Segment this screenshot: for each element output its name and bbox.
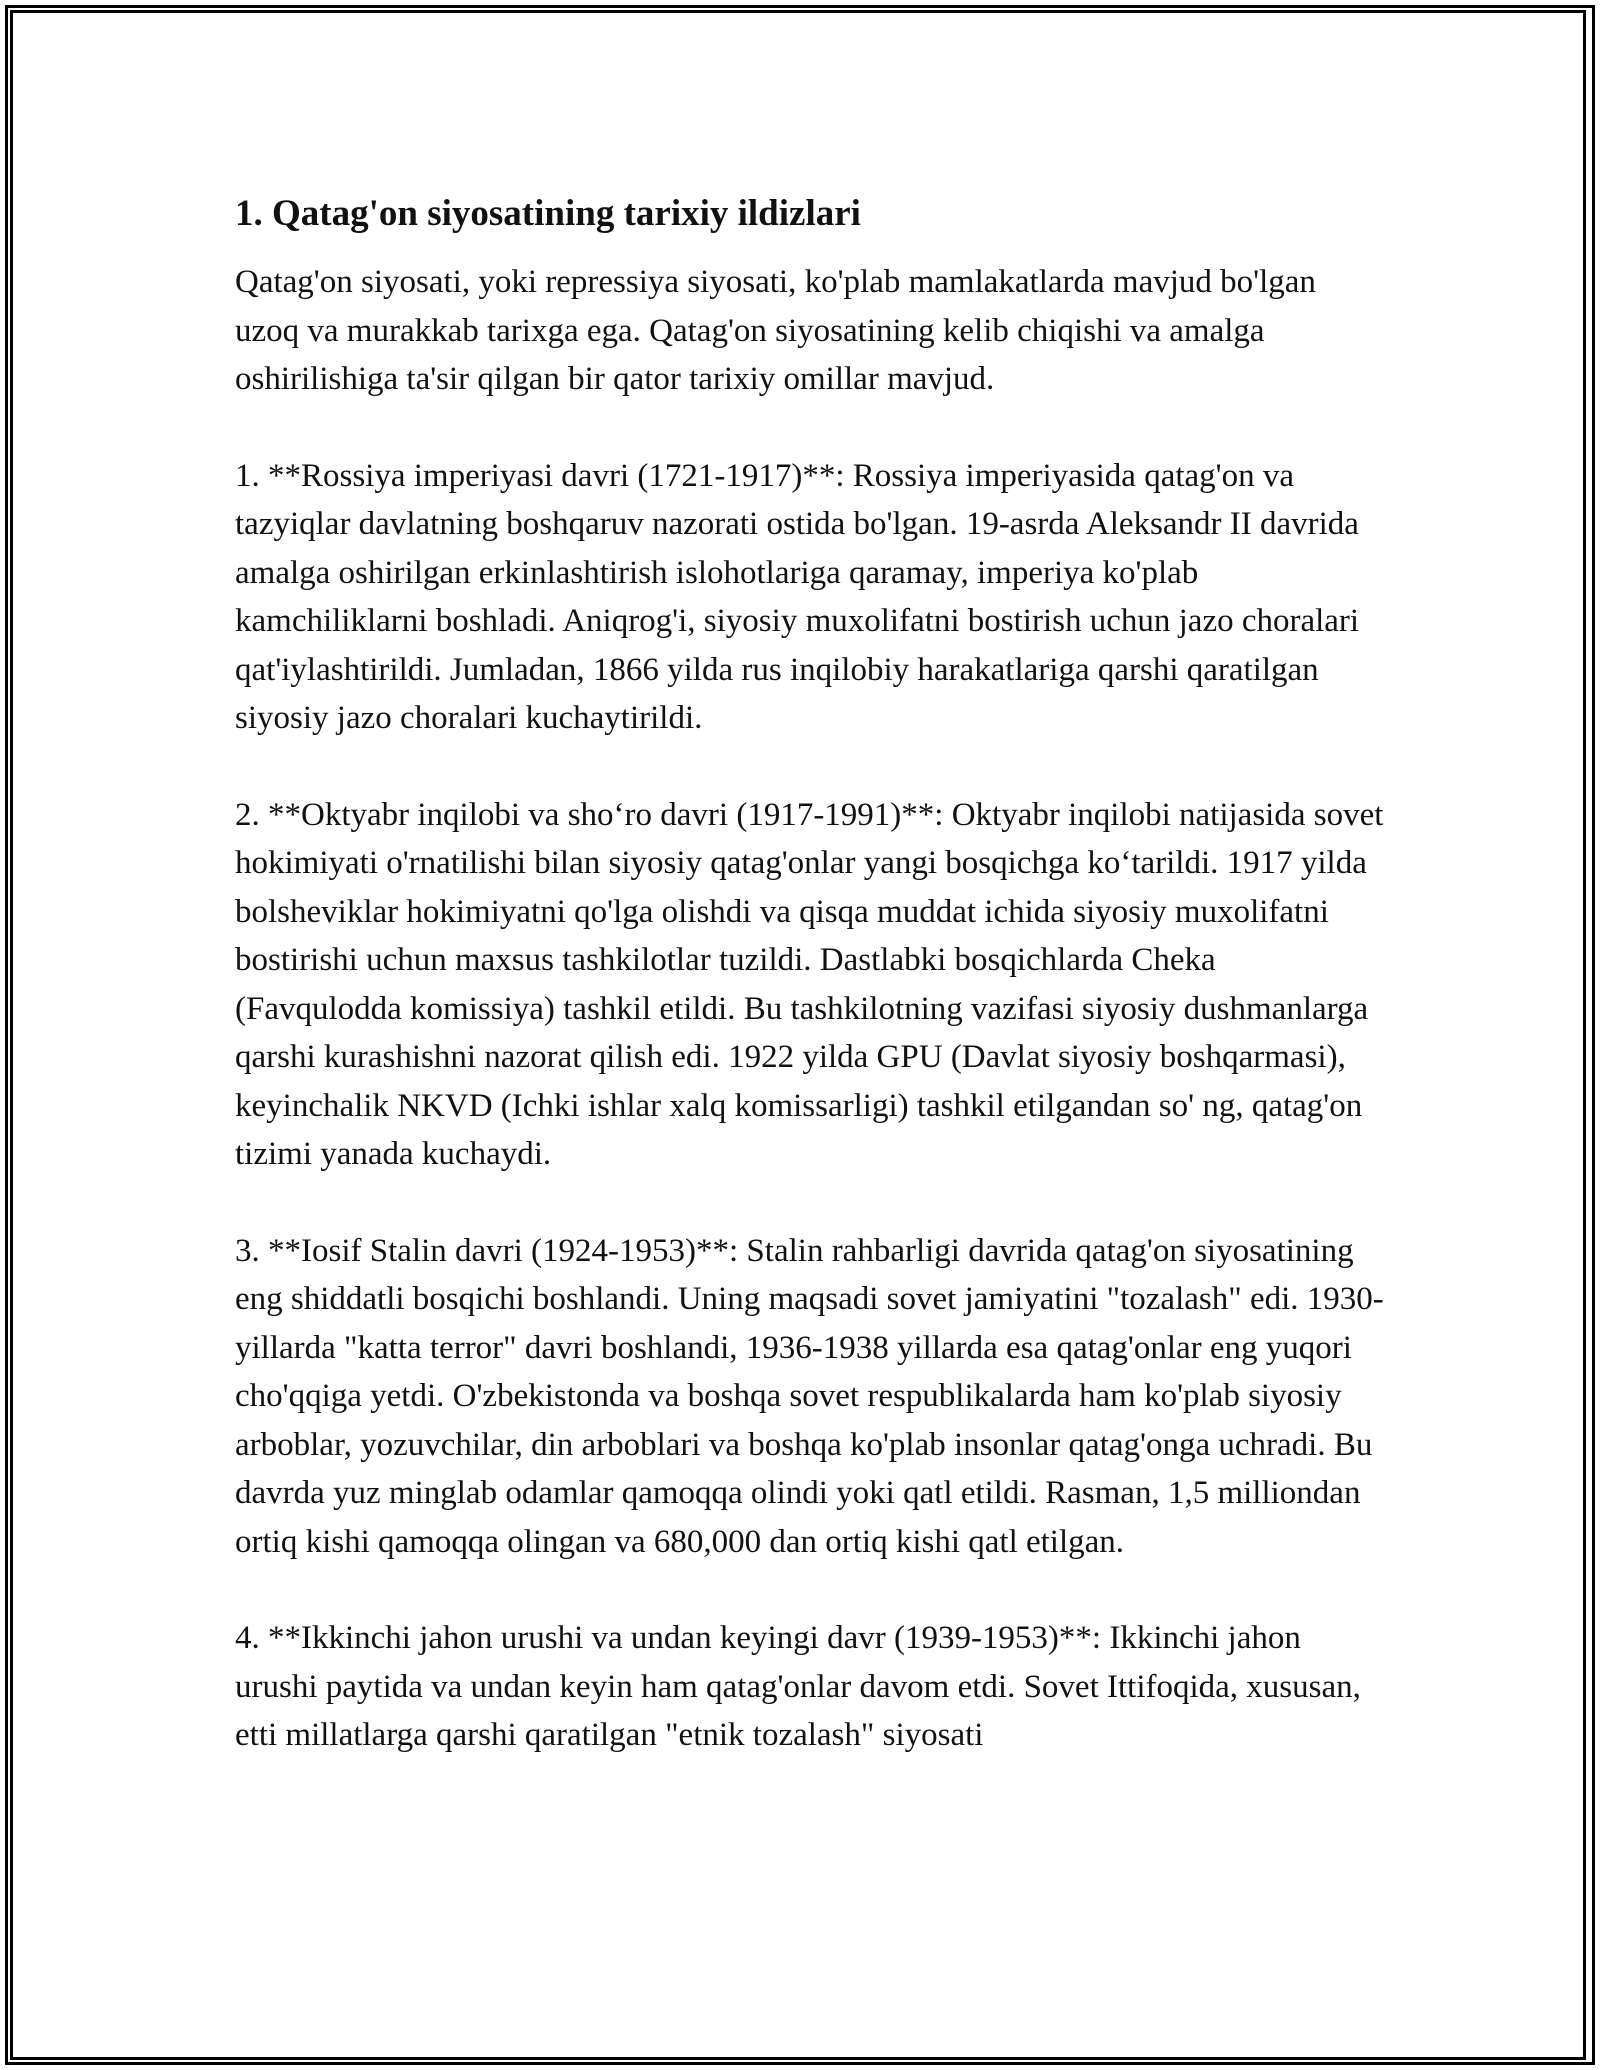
paragraph-world-war-two: 4. **Ikkinchi jahon urushi va undan keyingi davr (1939-1953)**: Ikkinchi jahon urushi paytida va undan keyin ham qatag'onlar davom etdi. Sovet Ittifoqida, xususan, etti millatlarga qarshi qaratilgan "etnik tozalash" siyosati xyxy=(235,1620,1361,1753)
section-heading: 1. Qatag'on siyosatining tarixiy ildizlari xyxy=(235,193,861,234)
paragraph-russian-empire: 1. **Rossiya imperiyasi davri (1721-1917)**: Rossiya imperiyasida qatag'on va tazyiqlar davlatning boshqaruv nazorati ostida bo'lgan. 19-asrda Aleksandr II davrida amalga oshirilgan erkinlashtirish islohotlariga qaramay, imperiya ko'plab kamchiliklarni boshladi. Aniqrog'i, siyosiy muxolifatni bostirish uchun jazo choralari qat'iylashtirildi. Jumladan, 1866 yilda rus inqilobiy harakatlariga qarshi qaratilgan siyosiy jazo choralari kuchaytirildi. xyxy=(235,457,1360,736)
paragraph-october-revolution: 2. **Oktyabr inqilobi va sho‘ro davri (1917-1991)**: Oktyabr inqilobi natijasida sovet hokimiyati o'rnatilishi bilan siyosiy qatag'onlar yangi bosqichga ko‘tarildi. 1917 yilda bolsheviklar hokimiyatni qo'lga olishdi va qisqa muddat ichida siyosiy muxolifatni bostirishi uchun maxsus tashkilotlar tuzildi. Dastlabki bosqichlarda Cheka (Favqulodda komissiya) tashkil etildi. Bu tashkilotning vazifasi siyosiy dushmanlarga qarshi kurashishni nazorat qilish edi. 1922 yilda GPU (Davlat siyosiy boshqarmasi), keyinchalik NKVD (Ichki ishlar xalq komissarligi) tashkil etilgandan so' ng, qatag'on tizimi yanada kuchaydi. xyxy=(235,796,1384,1172)
document-body xyxy=(235,186,1385,1808)
intro-paragraph: Qatag'on siyosati, yoki repressiya siyosati, ko'plab mamlakatlarda mavjud bo'lgan uzoq va murakkab tarixga ega. Qatag'on siyosatining kelib chiqishi va amalga oshirilishiga ta'sir qilgan bir qator tarixiy omillar mavjud. xyxy=(235,264,1316,397)
paragraph-stalin-era: 3. **Iosif Stalin davri (1924-1953)**: Stalin rahbarligi davrida qatag'on siyosatining eng shiddatli bosqichi boshlandi. Uning maqsadi sovet jamiyatini "tozalash" edi. 1930-yillarda "katta terror" davri boshlandi, 1936-1938 yillarda esa qatag'onlar eng yuqori cho'qqiga yetdi. O'zbekistonda va boshqa sovet respublikalarda ham ko'plab siyosiy arboblar, yozuvchilar, din arboblari va boshqa ko'plab insonlar qatag'onga uchradi. Bu davrda yuz minglab odamlar qamoqqa olindi yoki qatl etildi. Rasman, 1,5 milliondan ortiq kishi qamoqqa olingan va 680,000 dan ortiq kishi qatl etilgan. xyxy=(235,1232,1384,1560)
